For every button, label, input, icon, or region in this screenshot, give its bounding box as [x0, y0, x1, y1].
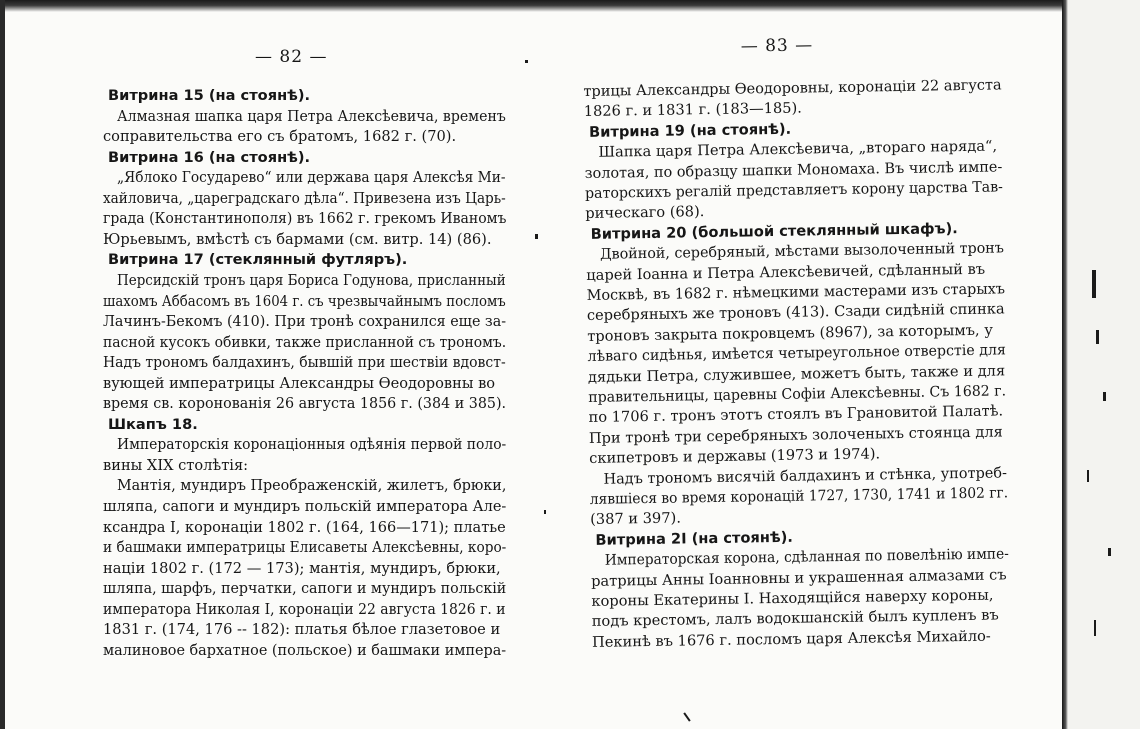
text-line: Императорскія коронаціонныя одѣянія первой поло- [117, 436, 507, 454]
scan-speck [525, 60, 528, 63]
scan-speck [1096, 330, 1099, 344]
section-heading: Витрина 15 (на стоянѣ). [108, 87, 311, 104]
text-line: Мантія, мундиръ Преображенскій, жилетъ, брюки, [117, 477, 507, 495]
text-line: „Яблоко Государево“ или держава царя Алексѣя Ми- [117, 169, 506, 187]
scan-right-edge [1062, 0, 1068, 729]
text-line: подъ крестомъ, лалъ водокшанскій былъ купленъ въ [591, 606, 999, 631]
text-line: Москвѣ, въ 1682 г. нѣмецкими мастерами изъ старыхъ [586, 280, 1006, 304]
page-number: — 83 — [740, 35, 814, 57]
text-line: короны Екатерины І. Находящійся наверху короны, [591, 586, 994, 610]
scan-speck [1094, 620, 1096, 636]
text-line: скипетровъ и державы (1973 и 1974). [589, 445, 881, 468]
text-line: и башмаки императрицы Елисаветы Алексѣевны, коро- [103, 539, 507, 557]
text-line: пасной кусокъ обивки, также присланной съ трономъ. [103, 333, 507, 351]
text-line: вины XIX столѣтія: [103, 456, 249, 474]
text-line: Алмазная шапка царя Петра Алексѣевича, временъ [117, 107, 506, 125]
section-heading: Витрина 19 (на стоянѣ). [588, 120, 792, 141]
scan-top-edge [0, 0, 1140, 12]
text-line: золотая, по образцу шапки Мономаха. Въ числѣ импе- [584, 158, 1003, 182]
text-line: Императорская корона, сдѣланная по повелѣнію импе- [604, 545, 1009, 569]
text-line: вующей императрицы Александры Ѳеодоровны во [103, 374, 496, 392]
text-line: При тронѣ три серебряныхъ золоченыхъ стоянца для [588, 423, 1003, 447]
text-line: Надъ трономъ висячій балдахинъ и стѣнка, употреб- [603, 463, 1008, 488]
text-line: (387 и 397). [590, 509, 682, 529]
text-line: Надъ трономъ балдахинъ, бывшій при шествіи вдовст- [103, 354, 506, 372]
text-line: града (Константинополя) въ 1662 г. грекомъ Иваномъ [103, 210, 507, 228]
text-line: лѣваго сидѣнья, имѣется четыреугольное отверстіе для [587, 341, 1006, 366]
text-line: ксандра I, коронаціи 1802 г. (164, 166—171); платье [103, 518, 506, 536]
scan-speck [1108, 548, 1111, 556]
text-line: Персидскій тронъ царя Бориса Годунова, присланный [117, 271, 506, 289]
text-line: трицы Александры Ѳеодоровны, коронаціи 22 августа [583, 76, 1002, 100]
text-line: соправительства его съ братомъ, 1682 г. (70). [103, 128, 457, 146]
scan-speck [1103, 392, 1106, 401]
text-line: Юрьевымъ, вмѣстѣ съ бармами (см. витр. 14) (86). [103, 230, 492, 248]
text-line: малиновое бархатное (польское) и башмаки импера- [103, 641, 507, 659]
scan-speck [544, 510, 546, 514]
text-line: троновъ закрыта покровцемъ (8967), за которымъ, у [587, 321, 993, 345]
text-line: шляпа, сапоги и мундиръ польскій императора Але- [103, 498, 507, 515]
scan-speck [683, 712, 690, 721]
text-line: царей Іоанна и Петра Алексѣевичей, сдѣланный въ [586, 260, 986, 284]
text-line: по 1706 г. тронъ этотъ стоялъ въ Грановитой Палатѣ. [588, 402, 1004, 427]
text-line: ратрицы Анны Іоанновны и украшенная алмазами съ [590, 565, 1007, 590]
text-line: раторскихъ регалій представляетъ корону царства Тав- [584, 178, 1004, 202]
scan-speck [535, 234, 538, 239]
scan-right-margin [1062, 0, 1140, 729]
section-heading: Витрина 20 (большой стеклянный шкафъ). [590, 219, 958, 243]
page-number: — 82 — [255, 47, 328, 67]
text-line: шляпа, шарфъ, перчатки, сапоги и мундиръ польскій [103, 580, 507, 598]
section-heading: Витрина 16 (на стоянѣ). [108, 148, 311, 166]
text-line: Двойной, серебряный, мѣстами вызолоченный тронъ [599, 239, 1004, 263]
text-line: Лачинъ-Бекомъ (410). При тронѣ сохранился еще за- [103, 313, 507, 331]
text-line: дядьки Петра, служившее, можетъ быть, также и для [587, 361, 1006, 386]
text-line: Шапка царя Петра Алексѣевича, „втораго наряда“, [598, 137, 998, 161]
scan-speck [1087, 470, 1089, 482]
scan-left-edge [0, 0, 5, 729]
text-line: 1826 г. и 1831 г. (183—185). [583, 99, 802, 121]
text-line: націи 1802 г. (172 — 173); мантія, мундиръ, брюки, [103, 559, 501, 577]
text-line: лявшіеся во время коронацій 1727, 1730, 1741 и 1802 гг. [589, 484, 1009, 508]
text-line: серебряныхъ же троновъ (413). Сзади сидѣній спинка [586, 300, 1005, 325]
text-line: Пекинѣ въ 1676 г. посломъ царя Алексѣя Михайло- [591, 627, 991, 651]
text-line: императора Николая I, коронаціи 22 августа 1826 г. и [103, 600, 506, 618]
scan-speck [1092, 270, 1096, 298]
section-heading: Витрина 17 (стеклянный футляръ). [108, 251, 408, 269]
section-heading: Витрина 2І (на стоянѣ). [595, 528, 793, 549]
text-line: 1831 г. (174, 176 -- 182): платья бѣлое глазетовое и [103, 621, 501, 639]
text-line: хайловича, „цареградскаго дѣла“. Привезена изъ Царь- [103, 189, 506, 207]
section-heading: Шкапъ 18. [108, 415, 198, 433]
text-line: время св. коронованія 26 августа 1856 г. (384 и 385). [103, 395, 507, 413]
text-line: правительницы, царевны Софіи Алексѣевны. Съ 1682 г. [588, 382, 1007, 406]
text-line: рическаго (68). [585, 203, 705, 223]
text-line: шахомъ Аббасомъ въ 1604 г. съ чрезвычайнымъ посломъ [103, 292, 506, 310]
